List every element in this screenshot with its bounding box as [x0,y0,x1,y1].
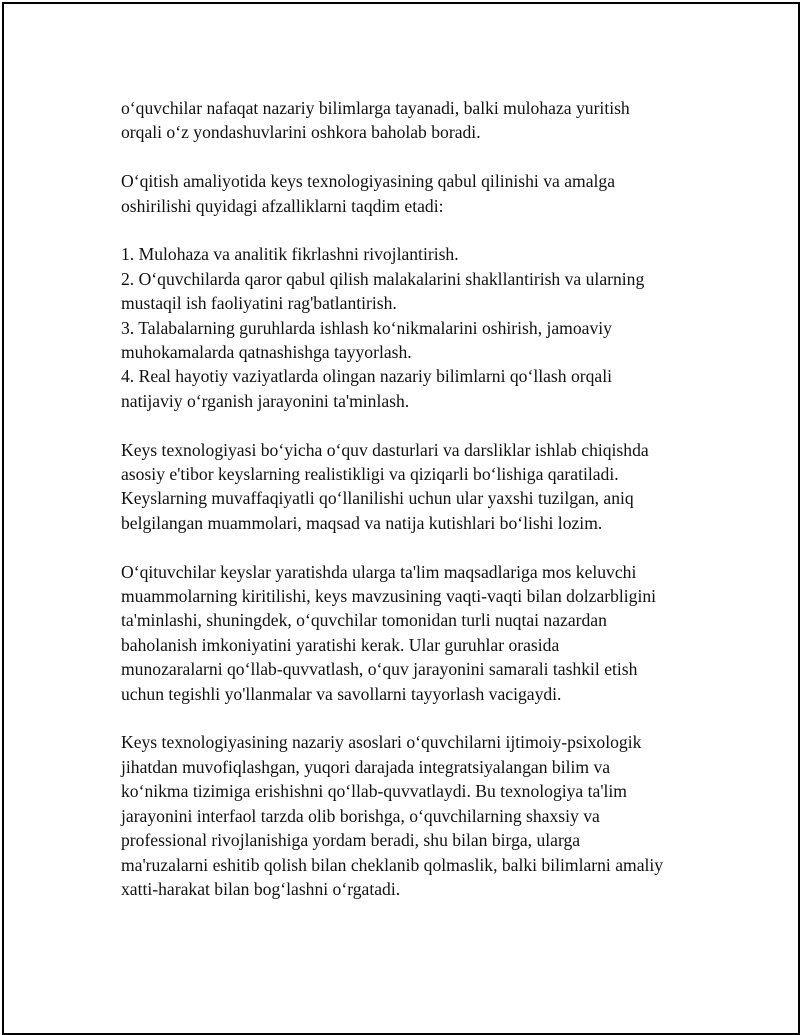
paragraph-3: Keys texnologiyasi bo‘yicha o‘quv dasturlari va darsliklar ishlab chiqishda asosiy e'tibor keyslarning realistikligi va qiziqarli bo‘lishiga qaratiladi. Keyslarning muvaffaqiyatli qo‘llanilishi uchun ular yaxshi tuzilgan, aniq belgilangan muammolari, maqsad va natija kutishlari bo‘lishi lozim. [121,439,649,533]
paragraph-4: O‘qituvchilar keyslar yaratishda ularga ta'lim maqsadlariga mos keluvchi muammolarning kiritilishi, keys mavzusining vaqti-vaqti bilan dolzarbligini ta'minlashi, shuningdek, o‘quvchilar tomonidan turli nuqtai nazardan baholanish imkoniyatini yaratishi kerak. Ular guruhlar orasida munozaralarni qo‘llab-quvvatlash, o‘quv jarayonini samarali tashkil etish uchun tegishli yo'llanmalar va savollarni tayyorlash vacigaydi. [121,561,657,704]
page-frame [2,2,800,1035]
numbered-list [121,242,721,413]
paragraph-5: Keys texnologiyasining nazariy asoslari o‘quvchilarni ijtimoiy-psixologik jihatdan muvofiqlashgan, yuqori darajada integratsiyalangan bilim va ko‘nikma tizimiga erishishni qo‘llab-quvvatlaydi. Bu texnologiya ta'lim jarayonini interfaol tarzda olib borishga, o‘quvchilarning shaxsiy va professional rivojlanishiga yordam beradi, shu bilan birga, ularga ma'ruzalarni eshitib qolish bilan cheklanib qolmaslik, balki bilimlarni amaliy xatti-harakat bilan bog‘lashni o‘rgatadi. [121,732,664,899]
list-item-4: 4. Real hayotiy vaziyatlarda olingan nazariy bilimlarni qo‘llash orqali natijaviy o‘rganish jarayonini ta'minlash. [121,366,613,411]
list-item-2: 2. O‘quvchilarda qaror qabul qilish malakalarini shakllantirish va ularning mustaqil ish faoliyatini rag'batlantirish. [121,268,645,314]
paragraph-2: O‘qitish amaliyotida keys texnologiyasining qabul qilinishi va amalga oshirilishi quyidagi afzalliklarni taqdim etadi: [121,171,616,216]
document-body [121,96,721,926]
list-item-1: 1. Mulohaza va analitik fikrlashni rivojlantirish. [121,244,459,265]
paragraph-1: o‘quvchilar nafaqat nazariy bilimlarga tayanadi, balki mulohaza yuritish orqali o‘z yondashuvlarini oshkora baholab boradi. [121,98,630,143]
list-item-3: 3. Talabalarning guruhlarda ishlash ko‘nikmalarini oshirish, jamoaviy muhokamalarda qatnashishga tayyorlash. [121,317,612,363]
